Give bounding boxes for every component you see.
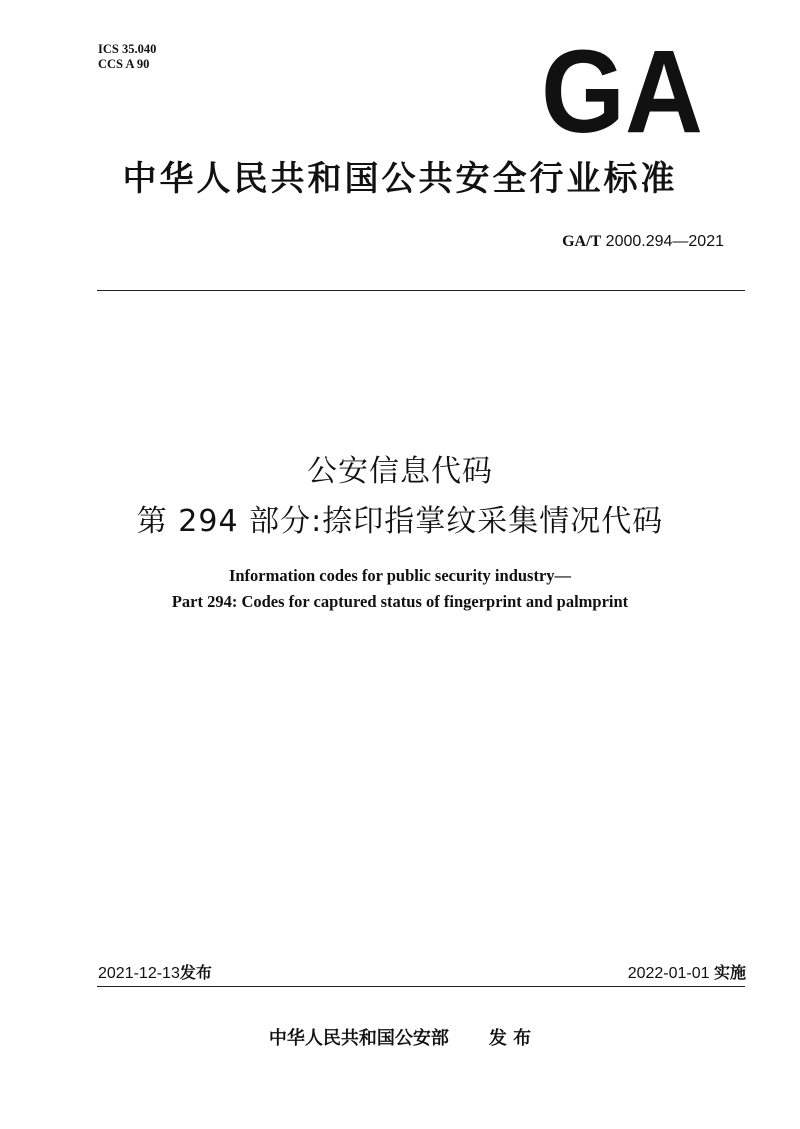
implement-date bbox=[628, 960, 746, 983]
issuer bbox=[0, 1024, 800, 1050]
title-cn-line1: 公安信息代码 bbox=[307, 454, 493, 489]
standard-number-value: 2000.294—2021 bbox=[605, 233, 724, 250]
bottom-divider bbox=[97, 986, 745, 987]
publish-date bbox=[98, 960, 212, 983]
standard-category-title: 中华人民共和国公共安全行业标准 bbox=[122, 159, 678, 199]
publish-date-label: 发布 bbox=[179, 963, 212, 982]
ga-logo bbox=[540, 40, 705, 140]
title-en-line1: Information codes for public security industry— bbox=[228, 566, 572, 585]
issuer-action: 发 布 bbox=[488, 1028, 532, 1049]
title-cn-line2: 第 294 部分:捺印指掌纹采集情况代码 bbox=[136, 504, 664, 539]
ccs-code: CCS A 90 bbox=[98, 57, 150, 71]
ga-logo-text: GA bbox=[541, 40, 703, 140]
implement-date-label: 实施 bbox=[713, 963, 746, 982]
classification-codes bbox=[98, 42, 156, 72]
standard-number-prefix: GA/T bbox=[562, 233, 602, 250]
publish-date-value: 2021-12-13 bbox=[98, 965, 180, 982]
issuer-name: 中华人民共和国公安部 bbox=[268, 1028, 449, 1049]
top-divider bbox=[97, 290, 745, 291]
ics-code: ICS 35.040 bbox=[98, 42, 157, 56]
standard-number bbox=[562, 233, 724, 251]
implement-date-value: 2022-01-01 bbox=[627, 965, 710, 982]
title-en-line2: Part 294: Codes for captured status of fingerprint and palmprint bbox=[171, 592, 629, 611]
